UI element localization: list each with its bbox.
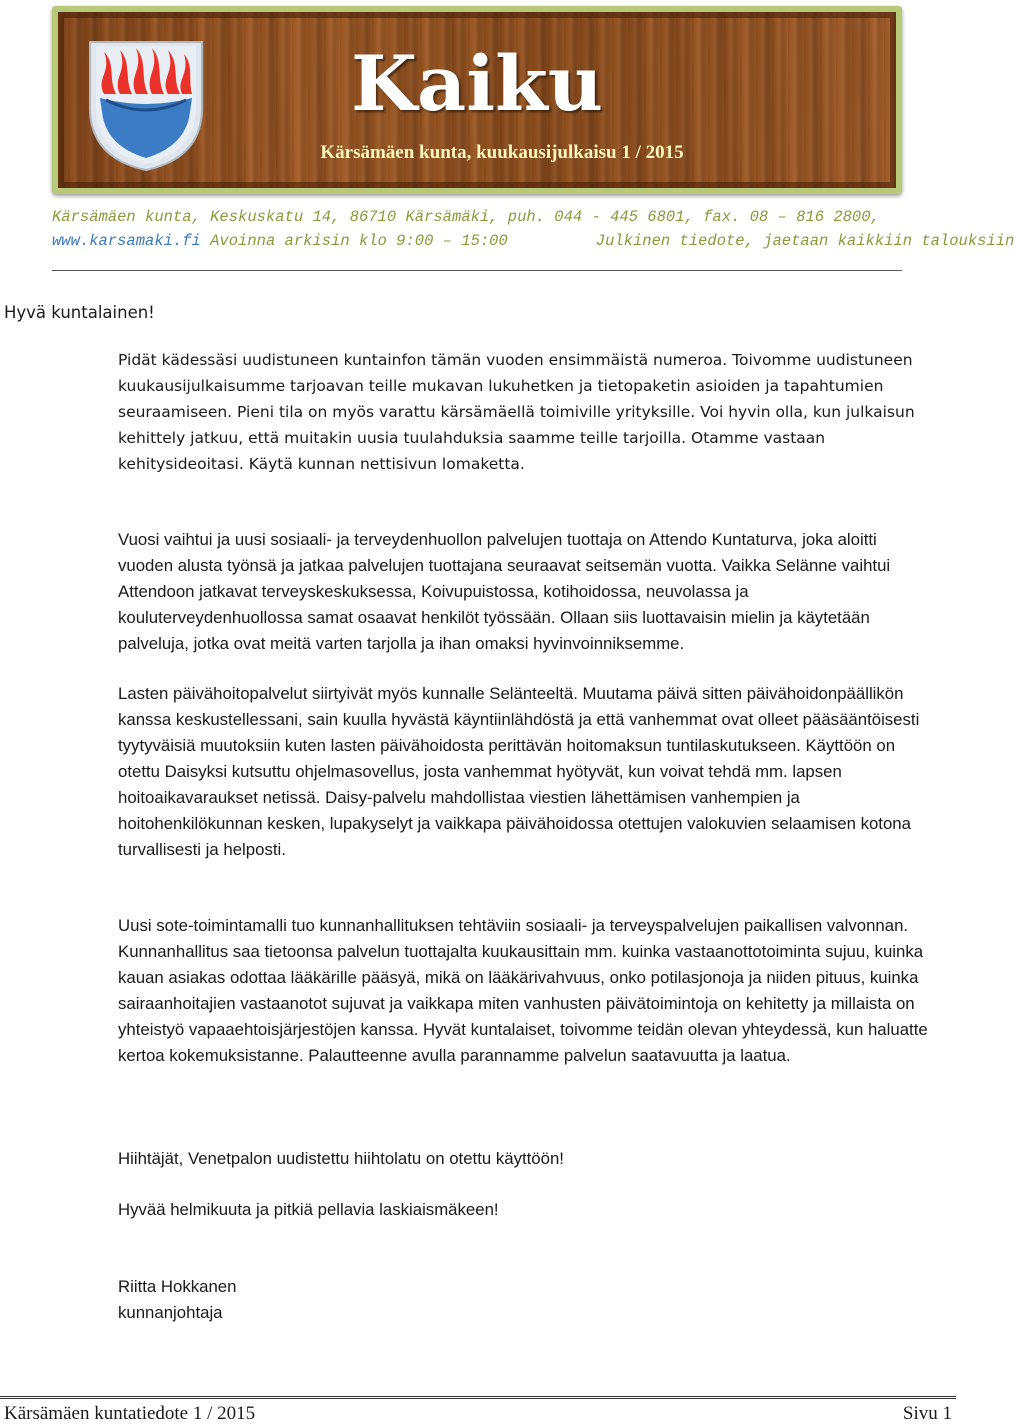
header-banner: [52, 6, 902, 194]
coat-of-arms-icon: [86, 38, 206, 174]
signature-role: kunnanjohtaja: [118, 1303, 223, 1322]
paragraph-ski-track: [118, 1146, 928, 1172]
header-divider: [52, 270, 902, 271]
paragraph-text: Pidät kädessäsi uudistuneen kuntainfon tämän vuoden ensimmäistä numeroa. Toivomme uudistuneen kuukausijulkaisumme tarjoavan teille mukavan lukuhetken ja tietopaketin asioiden ja tapahtumien seuraamiseen. Pieni tila on myös varattu kärsämäellä toimiville yrityksille. Voi hyvin olla, kun julkaisun kehittely jatkuu, että muitakin uusia tuulahduksia saamme teille tarjoilla. Otamme vastaan kehitysideoitasi. Käytä kunnan nettisivun lomaketta.: [118, 351, 915, 473]
paragraph-text: Lasten päivähoitopalvelut siirtyivät myös kunnalle Selänteeltä. Muutama päivä sitten päivähoidonpäällikön kanssa keskustellessani, sain kuulla hyvästä käyntiinlähdöstä ja että vanhemmat ovat olleet pääsääntöisesti tyytyväisiä muutoksiin kuten lasten päivähoidosta perittävän hoitomaksun tuntilaskutukseen. Käyttöön on otettu Daisyksi kutsuttu ohjelmasovellus, josta vanhemmat hyötyvät, kun voivat tehdä mm. lapsen hoitoaikavaraukset netissä. Daisy-palvelu mahdollistaa viestien lähettämisen vanhempien ja hoitohenkilökunnan kesken, lupakyselyt ja vaikkapa päivähoidossa otettujen valokuvien selaamisen kotona turvallisesti ja helposti.: [118, 684, 920, 859]
paragraph-intro: [118, 347, 928, 477]
website-link[interactable]: www.karsamaki.fi: [52, 232, 201, 250]
signature: [118, 1274, 928, 1326]
paragraph-sote-model: [118, 913, 928, 1069]
paragraph-daycare: [118, 681, 928, 863]
contact-line-2: [52, 232, 1014, 250]
page-number: Sivu 1: [902, 1403, 952, 1424]
signature-name: Riitta Hokkanen: [118, 1277, 237, 1296]
opening-hours: Avoinna arkisin klo 9:00 – 15:00: [200, 232, 508, 250]
footer-publication: Kärsämäen kuntatiedote 1 / 2015: [4, 1403, 256, 1424]
contact-address: Kärsämäen kunta, Keskuskatu 14, 86710 Kärsämäki, puh. 044 - 445 6801, fax. 08 – 816 2800,: [52, 208, 880, 226]
distribution-notice: Julkinen tiedote, jaetaan kaikkiin talouksiin: [595, 232, 1014, 250]
paragraph-greeting-close: [118, 1197, 928, 1223]
publication-title: Kaiku: [350, 39, 604, 128]
paragraph-text: Uusi sote-toimintamalli tuo kunnanhallituksen tehtäviin sosiaali- ja terveyspalvelujen paikallisen valvonnan. Kunnanhallitus saa tietoonsa palvelun tuottajalta kuukausittain mm. kuinka vastaanottotoiminta sujuu, kuinka kauan asiakas odottaa lääkärille pääsyä, mikä on lääkärivahvuus, onko potilasjonoja ja niiden pituus, kuinka sairaanhoitajien vastaanotot sujuvat ja vaikkapa miten vanhusten päivätoimintoja on kehitetty ja millaista on yhteistyö vapaaehtoisjärjestöjen kanssa. Hyvät kuntalaiset, toivomme teidän olevan yhteydessä, kun haluatte kertoa kokemuksistanne. Palautteenne avulla parannamme palvelun saatavuutta ja laatua.: [118, 916, 928, 1065]
publication-subtitle: Kärsämäen kunta, kuukausijulkaisu 1 / 2015: [320, 142, 684, 163]
greeting: Hyvä kuntalainen!: [4, 303, 155, 322]
paragraph-text: Hiihtäjät, Venetpalon uudistettu hiihtolatu on otettu käyttöön!: [118, 1149, 564, 1168]
paragraph-social-services: [118, 527, 928, 657]
paragraph-text: Hyvää helmikuuta ja pitkiä pellavia laskiaismäkeen!: [118, 1200, 499, 1219]
paragraph-text: Vuosi vaihtui ja uusi sosiaali- ja terveydenhuollon palvelujen tuottaja on Attendo Kuntaturva, joka aloitti vuoden alusta työnsä ja jatkaa palvelujen tuottajana seuraavat seitsemän vuotta. Vaikka Selänne vaihtui Attendoon jatkavat terveyskeskuksessa, Koivupuistossa, kotihoidossa, neuvolassa ja kouluterveydenhuollossa samat osaavat henkilöt työssään. Ollaan siis luottavaisin mielin ja käytetään palveluja, jotka ovat meitä varten tarjolla ja ihan omaksi hyvinvoinniksemme.: [118, 530, 891, 653]
page-footer: [0, 1396, 956, 1427]
